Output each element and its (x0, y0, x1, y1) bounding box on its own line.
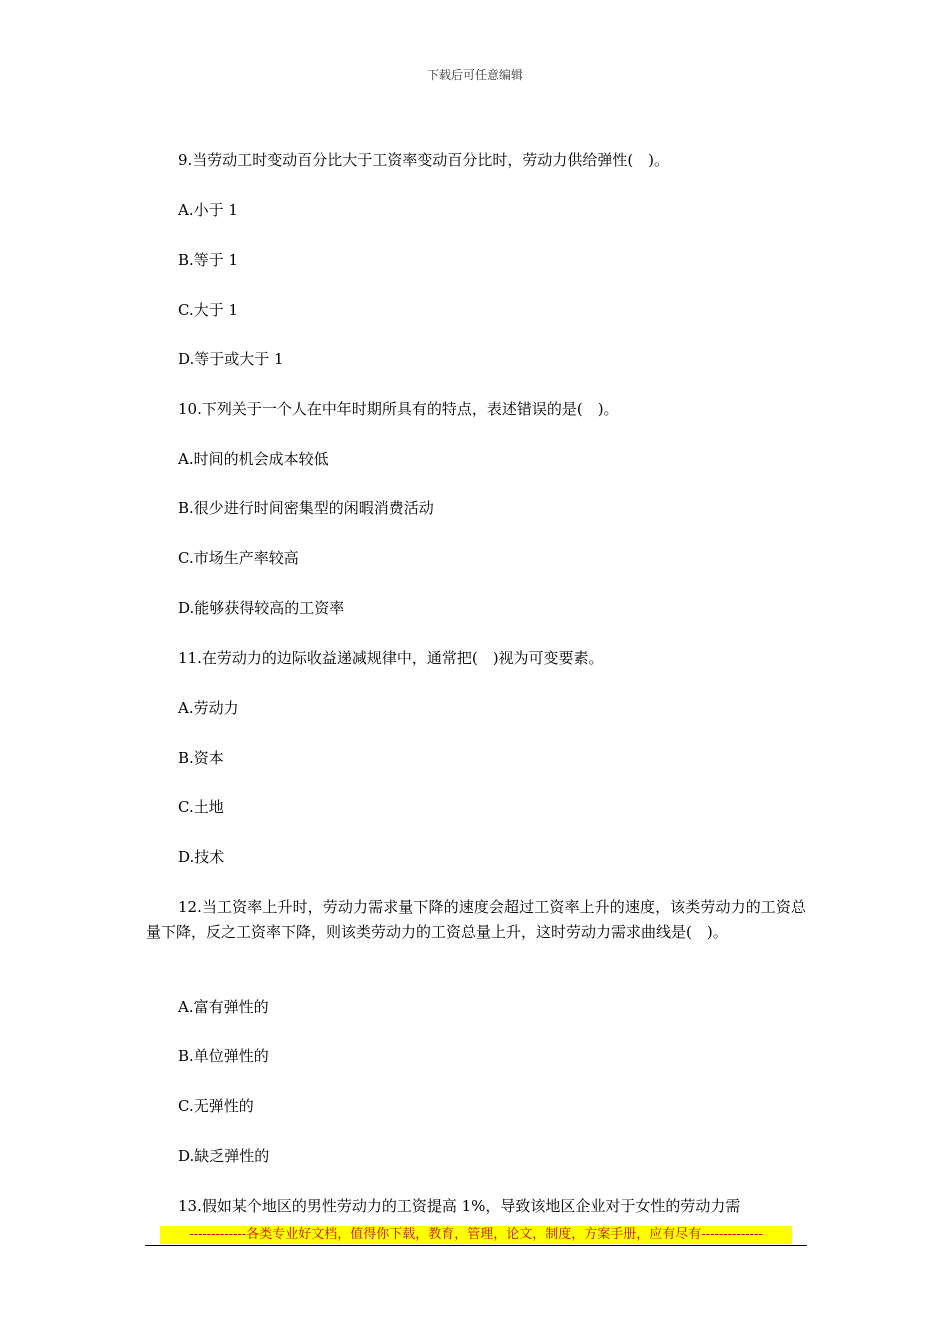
question-11-option-c: C.土地 (178, 798, 224, 816)
question-10-option-b: B.很少进行时间密集型的闲暇消费活动 (178, 499, 434, 517)
question-13-stem: 13.假如某个地区的男性劳动力的工资提高 1%，导致该地区企业对于女性的劳动力需 (178, 1197, 741, 1215)
question-12-option-a: A.富有弹性的 (178, 998, 269, 1016)
question-11-stem: 11.在劳动力的边际收益递减规律中，通常把( )视为可变要素。 (178, 649, 604, 667)
question-12-option-c: C.无弹性的 (178, 1097, 254, 1115)
question-9-stem: 9.当劳动工时变动百分比大于工资率变动百分比时，劳动力供给弹性( )。 (178, 151, 670, 169)
question-10-option-a: A.时间的机会成本较低 (178, 450, 329, 468)
question-9-option-d: D.等于或大于 1 (178, 350, 284, 368)
question-10-option-d: D.能够获得较高的工资率 (178, 599, 345, 617)
question-12-option-d: D.缺乏弹性的 (178, 1147, 270, 1165)
question-12-stem: 12.当工资率上升时，劳动力需求量下降的速度会超过工资率上升的速度，该类劳动力的工资总量下降，反之工资率下降，则该类劳动力的工资总量上升，这时劳动力需求曲线是( )。 (146, 898, 806, 941)
question-9-option-a: A.小于 1 (178, 201, 238, 219)
question-11-option-a: A.劳动力 (178, 699, 239, 717)
question-12-option-b: B.单位弹性的 (178, 1047, 269, 1065)
footer-promo-banner: -------------各类专业好文档，值得你下载，教育，管理，论文，制度，方案手册，应有尽有-------------- (160, 1226, 792, 1244)
question-10-stem: 10.下列关于一个人在中年时期所具有的特点，表述错误的是( )。 (178, 400, 619, 418)
question-10-option-c: C.市场生产率较高 (178, 549, 299, 567)
footer-divider (145, 1245, 807, 1246)
question-9-option-c: C.大于 1 (178, 301, 239, 319)
page-header-note: 下载后可任意编辑 (426, 68, 523, 82)
question-9-option-b: B.等于 1 (178, 251, 239, 269)
question-11-option-b: B.资本 (178, 749, 224, 767)
question-11-option-d: D.技术 (178, 848, 225, 866)
